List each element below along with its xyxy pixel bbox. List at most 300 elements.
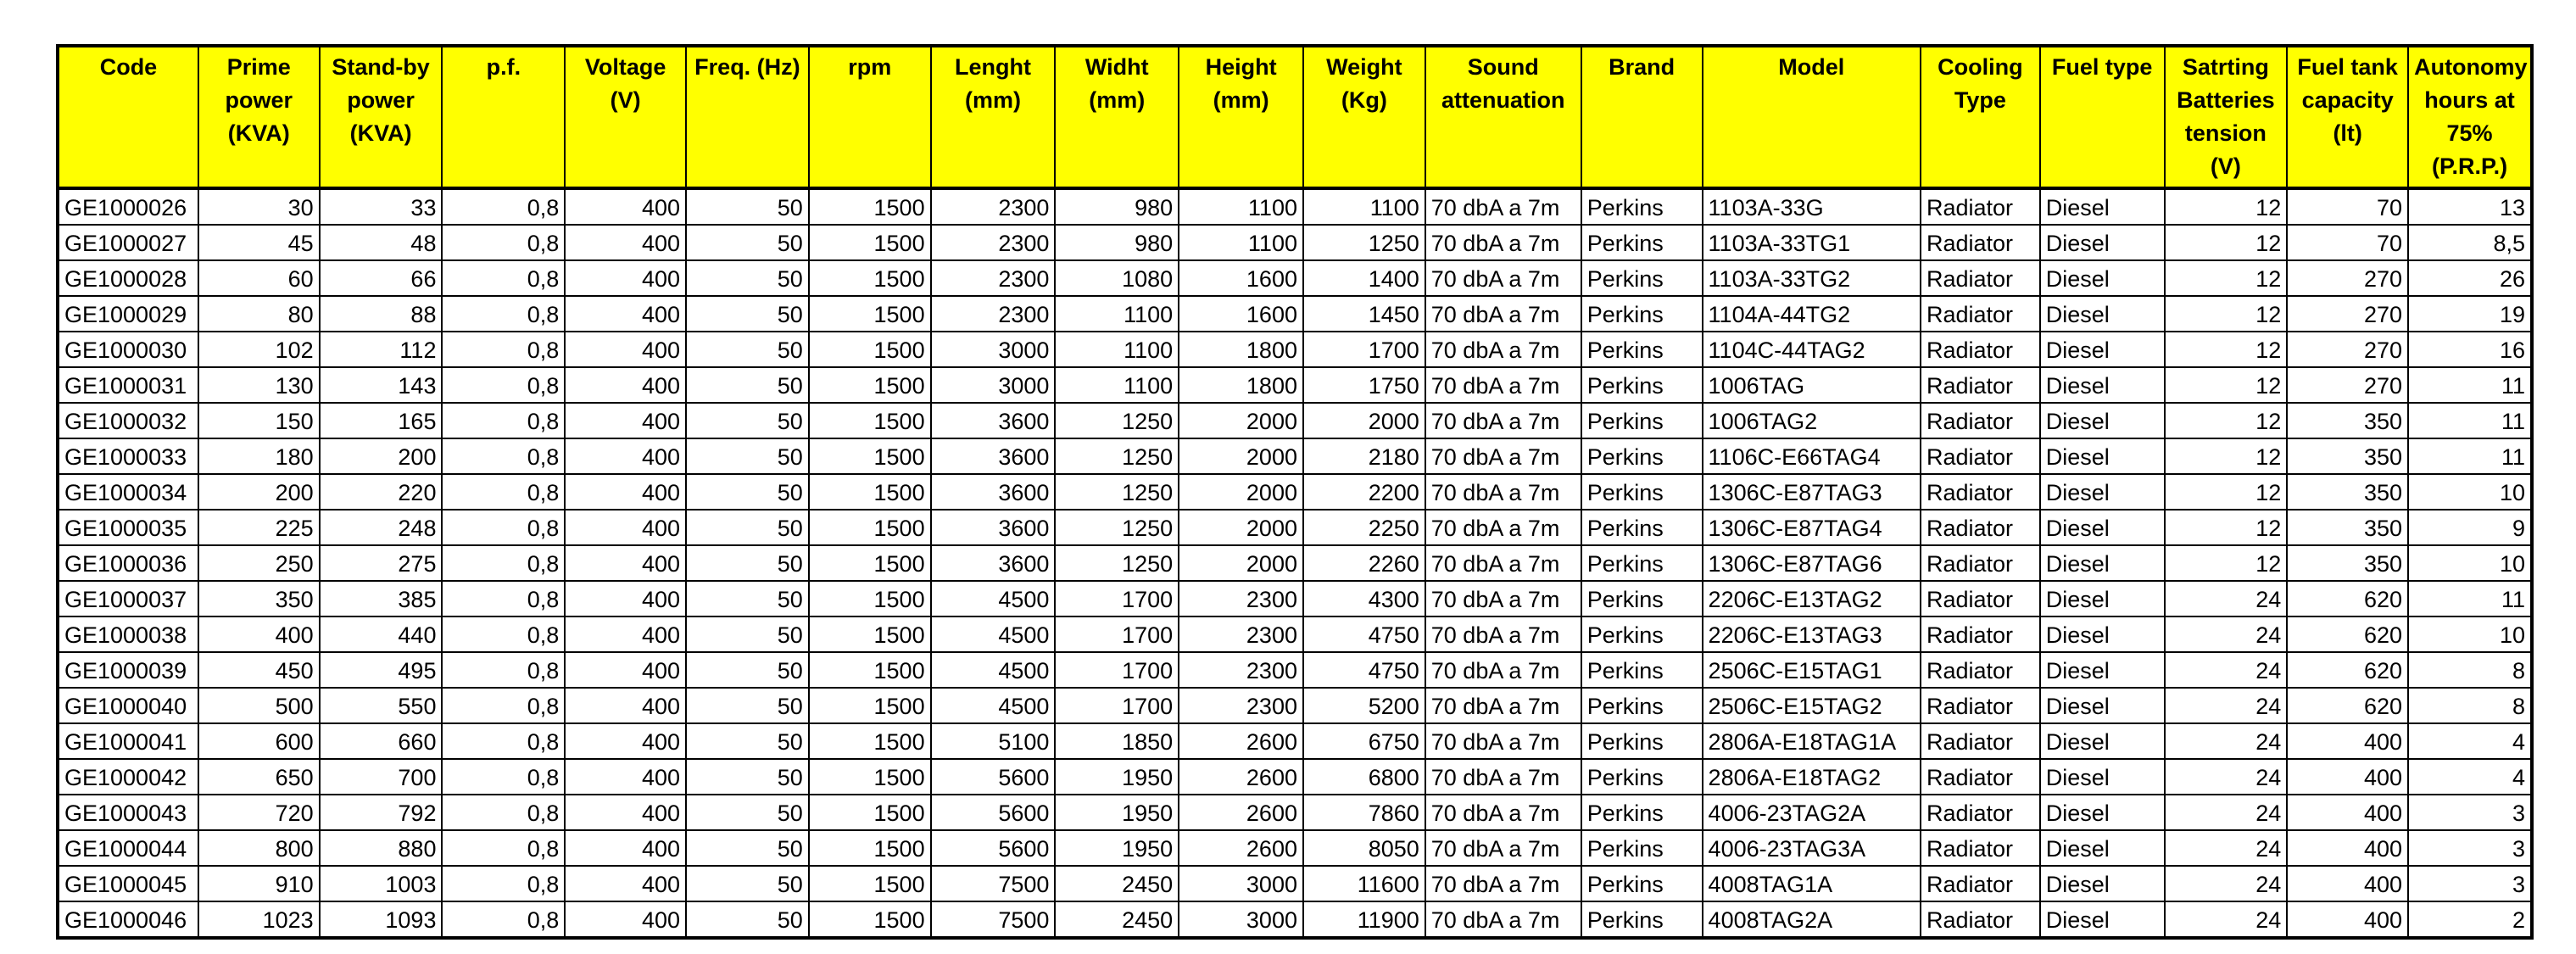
cell-model: 2506C-E15TAG2 [1703, 688, 1921, 723]
cell-rpm: 1500 [809, 332, 931, 367]
cell-standby: 200 [320, 438, 443, 474]
cell-cooling: Radiator [1921, 688, 2040, 723]
cell-brand: Perkins [1581, 188, 1703, 225]
cell-rpm: 1500 [809, 866, 931, 901]
cell-rpm: 1500 [809, 901, 931, 938]
cell-sound: 70 dbA a 7m [1425, 759, 1581, 795]
table-row [58, 652, 2532, 688]
cell-voltage: 400 [565, 225, 686, 260]
cell-standby: 880 [320, 830, 443, 866]
cell-autonomy: 4 [2408, 723, 2532, 759]
cell-rpm: 1500 [809, 723, 931, 759]
table-row [58, 403, 2532, 438]
cell-sound: 70 dbA a 7m [1425, 188, 1581, 225]
cell-rpm: 1500 [809, 188, 931, 225]
cell-code: GE1000038 [58, 616, 198, 652]
cell-width: 1700 [1055, 688, 1179, 723]
cell-code: GE1000032 [58, 403, 198, 438]
cell-battery: 24 [2165, 759, 2288, 795]
cell-prime: 130 [198, 367, 320, 403]
cell-sound: 70 dbA a 7m [1425, 510, 1581, 545]
cell-freq: 50 [686, 866, 809, 901]
table-row [58, 759, 2532, 795]
cell-freq: 50 [686, 225, 809, 260]
cell-length: 2300 [931, 225, 1056, 260]
cell-battery: 24 [2165, 652, 2288, 688]
cell-pf: 0,8 [442, 616, 565, 652]
cell-height: 2600 [1179, 759, 1303, 795]
cell-rpm: 1500 [809, 581, 931, 616]
cell-battery: 24 [2165, 830, 2288, 866]
cell-height: 2000 [1179, 438, 1303, 474]
column-header-length: Lenght (mm) [931, 46, 1056, 188]
cell-fuel: Diesel [2040, 545, 2165, 581]
cell-sound: 70 dbA a 7m [1425, 616, 1581, 652]
cell-voltage: 400 [565, 652, 686, 688]
cell-sound: 70 dbA a 7m [1425, 438, 1581, 474]
column-header-sound: Sound attenuation [1425, 46, 1581, 188]
cell-brand: Perkins [1581, 652, 1703, 688]
cell-height: 2000 [1179, 545, 1303, 581]
cell-height: 2600 [1179, 723, 1303, 759]
cell-code: GE1000035 [58, 510, 198, 545]
cell-cooling: Radiator [1921, 901, 2040, 938]
cell-standby: 1003 [320, 866, 443, 901]
cell-brand: Perkins [1581, 474, 1703, 510]
cell-freq: 50 [686, 581, 809, 616]
cell-sound: 70 dbA a 7m [1425, 260, 1581, 296]
column-header-width: Widht (mm) [1055, 46, 1179, 188]
cell-freq: 50 [686, 795, 809, 830]
cell-autonomy: 8 [2408, 688, 2532, 723]
cell-rpm: 1500 [809, 795, 931, 830]
cell-length: 5600 [931, 830, 1056, 866]
cell-pf: 0,8 [442, 795, 565, 830]
cell-weight: 8050 [1303, 830, 1425, 866]
cell-length: 5600 [931, 759, 1056, 795]
cell-rpm: 1500 [809, 759, 931, 795]
cell-brand: Perkins [1581, 866, 1703, 901]
cell-width: 1850 [1055, 723, 1179, 759]
table-row [58, 545, 2532, 581]
cell-pf: 0,8 [442, 296, 565, 332]
column-header-pf: p.f. [442, 46, 565, 188]
cell-length: 2300 [931, 260, 1056, 296]
cell-prime: 80 [198, 296, 320, 332]
cell-autonomy: 3 [2408, 866, 2532, 901]
cell-autonomy: 11 [2408, 367, 2532, 403]
cell-width: 1950 [1055, 795, 1179, 830]
cell-weight: 11900 [1303, 901, 1425, 938]
cell-voltage: 400 [565, 510, 686, 545]
cell-weight: 1400 [1303, 260, 1425, 296]
column-header-prime: Prime power (KVA) [198, 46, 320, 188]
cell-rpm: 1500 [809, 510, 931, 545]
cell-standby: 385 [320, 581, 443, 616]
cell-autonomy: 10 [2408, 474, 2532, 510]
cell-voltage: 400 [565, 866, 686, 901]
cell-fuel: Diesel [2040, 367, 2165, 403]
cell-weight: 4750 [1303, 616, 1425, 652]
cell-autonomy: 3 [2408, 795, 2532, 830]
cell-autonomy: 8 [2408, 652, 2532, 688]
cell-code: GE1000027 [58, 225, 198, 260]
column-header-code: Code [58, 46, 198, 188]
cell-tank: 70 [2287, 188, 2408, 225]
cell-width: 1250 [1055, 403, 1179, 438]
cell-length: 3600 [931, 510, 1056, 545]
table-row [58, 581, 2532, 616]
cell-standby: 660 [320, 723, 443, 759]
cell-brand: Perkins [1581, 296, 1703, 332]
table-row [58, 616, 2532, 652]
cell-brand: Perkins [1581, 438, 1703, 474]
cell-voltage: 400 [565, 438, 686, 474]
cell-fuel: Diesel [2040, 438, 2165, 474]
table-row [58, 296, 2532, 332]
cell-model: 1306C-E87TAG4 [1703, 510, 1921, 545]
cell-width: 980 [1055, 188, 1179, 225]
cell-fuel: Diesel [2040, 296, 2165, 332]
header-row [58, 46, 2532, 188]
cell-standby: 275 [320, 545, 443, 581]
cell-freq: 50 [686, 759, 809, 795]
cell-rpm: 1500 [809, 403, 931, 438]
cell-length: 4500 [931, 652, 1056, 688]
cell-tank: 400 [2287, 830, 2408, 866]
cell-pf: 0,8 [442, 759, 565, 795]
cell-fuel: Diesel [2040, 688, 2165, 723]
cell-voltage: 400 [565, 332, 686, 367]
cell-sound: 70 dbA a 7m [1425, 403, 1581, 438]
cell-length: 5100 [931, 723, 1056, 759]
cell-freq: 50 [686, 723, 809, 759]
cell-prime: 102 [198, 332, 320, 367]
cell-freq: 50 [686, 830, 809, 866]
cell-fuel: Diesel [2040, 901, 2165, 938]
cell-tank: 350 [2287, 545, 2408, 581]
table-row [58, 901, 2532, 938]
cell-code: GE1000028 [58, 260, 198, 296]
cell-prime: 910 [198, 866, 320, 901]
cell-code: GE1000043 [58, 795, 198, 830]
cell-model: 2206C-E13TAG3 [1703, 616, 1921, 652]
cell-freq: 50 [686, 260, 809, 296]
cell-cooling: Radiator [1921, 367, 2040, 403]
cell-brand: Perkins [1581, 332, 1703, 367]
cell-rpm: 1500 [809, 438, 931, 474]
table-row [58, 510, 2532, 545]
cell-cooling: Radiator [1921, 830, 2040, 866]
table-row [58, 260, 2532, 296]
cell-sound: 70 dbA a 7m [1425, 545, 1581, 581]
cell-battery: 12 [2165, 367, 2288, 403]
cell-width: 1950 [1055, 759, 1179, 795]
cell-sound: 70 dbA a 7m [1425, 866, 1581, 901]
cell-height: 2000 [1179, 510, 1303, 545]
cell-cooling: Radiator [1921, 545, 2040, 581]
cell-sound: 70 dbA a 7m [1425, 830, 1581, 866]
cell-code: GE1000036 [58, 545, 198, 581]
cell-prime: 450 [198, 652, 320, 688]
cell-weight: 2250 [1303, 510, 1425, 545]
cell-cooling: Radiator [1921, 723, 2040, 759]
cell-model: 4006-23TAG2A [1703, 795, 1921, 830]
cell-rpm: 1500 [809, 688, 931, 723]
cell-model: 1103A-33TG2 [1703, 260, 1921, 296]
cell-height: 2000 [1179, 474, 1303, 510]
cell-tank: 270 [2287, 332, 2408, 367]
cell-brand: Perkins [1581, 403, 1703, 438]
generator-spec-table [56, 44, 2534, 940]
cell-height: 1800 [1179, 367, 1303, 403]
cell-tank: 70 [2287, 225, 2408, 260]
cell-voltage: 400 [565, 723, 686, 759]
cell-standby: 143 [320, 367, 443, 403]
cell-fuel: Diesel [2040, 795, 2165, 830]
cell-fuel: Diesel [2040, 188, 2165, 225]
cell-pf: 0,8 [442, 403, 565, 438]
cell-cooling: Radiator [1921, 225, 2040, 260]
cell-standby: 165 [320, 403, 443, 438]
cell-pf: 0,8 [442, 367, 565, 403]
cell-weight: 1750 [1303, 367, 1425, 403]
cell-height: 2600 [1179, 830, 1303, 866]
cell-weight: 4750 [1303, 652, 1425, 688]
cell-autonomy: 11 [2408, 403, 2532, 438]
cell-prime: 45 [198, 225, 320, 260]
cell-model: 2206C-E13TAG2 [1703, 581, 1921, 616]
cell-standby: 550 [320, 688, 443, 723]
cell-weight: 1450 [1303, 296, 1425, 332]
cell-height: 2300 [1179, 688, 1303, 723]
cell-standby: 495 [320, 652, 443, 688]
cell-fuel: Diesel [2040, 581, 2165, 616]
table-row [58, 367, 2532, 403]
cell-autonomy: 26 [2408, 260, 2532, 296]
cell-brand: Perkins [1581, 830, 1703, 866]
cell-pf: 0,8 [442, 581, 565, 616]
cell-battery: 12 [2165, 188, 2288, 225]
cell-weight: 1700 [1303, 332, 1425, 367]
cell-weight: 11600 [1303, 866, 1425, 901]
cell-tank: 400 [2287, 759, 2408, 795]
cell-height: 2300 [1179, 652, 1303, 688]
cell-voltage: 400 [565, 759, 686, 795]
cell-code: GE1000030 [58, 332, 198, 367]
cell-model: 1104C-44TAG2 [1703, 332, 1921, 367]
cell-tank: 350 [2287, 510, 2408, 545]
cell-battery: 24 [2165, 901, 2288, 938]
cell-length: 5600 [931, 795, 1056, 830]
cell-pf: 0,8 [442, 830, 565, 866]
cell-brand: Perkins [1581, 510, 1703, 545]
cell-width: 1950 [1055, 830, 1179, 866]
cell-autonomy: 4 [2408, 759, 2532, 795]
cell-freq: 50 [686, 901, 809, 938]
cell-tank: 620 [2287, 581, 2408, 616]
cell-code: GE1000040 [58, 688, 198, 723]
cell-tank: 350 [2287, 438, 2408, 474]
cell-pf: 0,8 [442, 438, 565, 474]
cell-fuel: Diesel [2040, 403, 2165, 438]
cell-battery: 12 [2165, 225, 2288, 260]
cell-rpm: 1500 [809, 545, 931, 581]
cell-freq: 50 [686, 367, 809, 403]
cell-pf: 0,8 [442, 866, 565, 901]
cell-tank: 620 [2287, 688, 2408, 723]
cell-model: 2806A-E18TAG1A [1703, 723, 1921, 759]
table-row [58, 795, 2532, 830]
cell-code: GE1000042 [58, 759, 198, 795]
cell-prime: 650 [198, 759, 320, 795]
cell-sound: 70 dbA a 7m [1425, 225, 1581, 260]
table-row [58, 830, 2532, 866]
cell-battery: 12 [2165, 438, 2288, 474]
cell-code: GE1000046 [58, 901, 198, 938]
cell-standby: 1093 [320, 901, 443, 938]
table-row [58, 438, 2532, 474]
cell-tank: 350 [2287, 403, 2408, 438]
cell-pf: 0,8 [442, 723, 565, 759]
cell-length: 3600 [931, 474, 1056, 510]
cell-model: 1104A-44TG2 [1703, 296, 1921, 332]
column-header-height: Height (mm) [1179, 46, 1303, 188]
cell-model: 2806A-E18TAG2 [1703, 759, 1921, 795]
cell-pf: 0,8 [442, 652, 565, 688]
column-header-fuel: Fuel type [2040, 46, 2165, 188]
cell-brand: Perkins [1581, 367, 1703, 403]
cell-standby: 220 [320, 474, 443, 510]
cell-autonomy: 8,5 [2408, 225, 2532, 260]
cell-standby: 440 [320, 616, 443, 652]
cell-voltage: 400 [565, 260, 686, 296]
cell-height: 3000 [1179, 866, 1303, 901]
cell-cooling: Radiator [1921, 510, 2040, 545]
cell-sound: 70 dbA a 7m [1425, 474, 1581, 510]
cell-code: GE1000041 [58, 723, 198, 759]
cell-freq: 50 [686, 545, 809, 581]
cell-prime: 30 [198, 188, 320, 225]
cell-autonomy: 10 [2408, 616, 2532, 652]
cell-prime: 600 [198, 723, 320, 759]
cell-battery: 12 [2165, 260, 2288, 296]
table-row [58, 866, 2532, 901]
cell-battery: 12 [2165, 474, 2288, 510]
cell-pf: 0,8 [442, 188, 565, 225]
cell-prime: 250 [198, 545, 320, 581]
cell-model: 1306C-E87TAG6 [1703, 545, 1921, 581]
cell-prime: 720 [198, 795, 320, 830]
cell-battery: 24 [2165, 581, 2288, 616]
cell-tank: 400 [2287, 901, 2408, 938]
table-row [58, 474, 2532, 510]
cell-autonomy: 11 [2408, 581, 2532, 616]
cell-brand: Perkins [1581, 225, 1703, 260]
cell-code: GE1000044 [58, 830, 198, 866]
cell-model: 1306C-E87TAG3 [1703, 474, 1921, 510]
cell-fuel: Diesel [2040, 260, 2165, 296]
cell-voltage: 400 [565, 403, 686, 438]
cell-brand: Perkins [1581, 723, 1703, 759]
cell-standby: 33 [320, 188, 443, 225]
cell-battery: 12 [2165, 545, 2288, 581]
cell-prime: 200 [198, 474, 320, 510]
cell-standby: 88 [320, 296, 443, 332]
cell-cooling: Radiator [1921, 616, 2040, 652]
cell-sound: 70 dbA a 7m [1425, 688, 1581, 723]
cell-sound: 70 dbA a 7m [1425, 332, 1581, 367]
cell-weight: 2180 [1303, 438, 1425, 474]
cell-voltage: 400 [565, 545, 686, 581]
cell-prime: 1023 [198, 901, 320, 938]
cell-weight: 2260 [1303, 545, 1425, 581]
column-header-tank: Fuel tank capacity (lt) [2287, 46, 2408, 188]
cell-autonomy: 3 [2408, 830, 2532, 866]
cell-prime: 500 [198, 688, 320, 723]
cell-voltage: 400 [565, 581, 686, 616]
cell-standby: 792 [320, 795, 443, 830]
cell-length: 2300 [931, 188, 1056, 225]
cell-width: 1100 [1055, 367, 1179, 403]
cell-brand: Perkins [1581, 688, 1703, 723]
cell-width: 980 [1055, 225, 1179, 260]
cell-voltage: 400 [565, 830, 686, 866]
cell-pf: 0,8 [442, 474, 565, 510]
cell-height: 3000 [1179, 901, 1303, 938]
cell-cooling: Radiator [1921, 474, 2040, 510]
cell-rpm: 1500 [809, 260, 931, 296]
cell-code: GE1000039 [58, 652, 198, 688]
cell-standby: 48 [320, 225, 443, 260]
cell-freq: 50 [686, 510, 809, 545]
cell-height: 2300 [1179, 616, 1303, 652]
cell-prime: 150 [198, 403, 320, 438]
cell-rpm: 1500 [809, 225, 931, 260]
cell-freq: 50 [686, 474, 809, 510]
cell-fuel: Diesel [2040, 723, 2165, 759]
cell-rpm: 1500 [809, 652, 931, 688]
cell-length: 4500 [931, 616, 1056, 652]
cell-brand: Perkins [1581, 260, 1703, 296]
cell-sound: 70 dbA a 7m [1425, 652, 1581, 688]
cell-weight: 6800 [1303, 759, 1425, 795]
column-header-brand: Brand [1581, 46, 1703, 188]
cell-pf: 0,8 [442, 332, 565, 367]
cell-fuel: Diesel [2040, 866, 2165, 901]
column-header-rpm: rpm [809, 46, 931, 188]
cell-model: 1103A-33TG1 [1703, 225, 1921, 260]
cell-weight: 5200 [1303, 688, 1425, 723]
cell-rpm: 1500 [809, 616, 931, 652]
cell-sound: 70 dbA a 7m [1425, 581, 1581, 616]
cell-width: 1100 [1055, 332, 1179, 367]
cell-code: GE1000033 [58, 438, 198, 474]
cell-freq: 50 [686, 652, 809, 688]
cell-voltage: 400 [565, 795, 686, 830]
cell-sound: 70 dbA a 7m [1425, 723, 1581, 759]
cell-code: GE1000031 [58, 367, 198, 403]
cell-voltage: 400 [565, 296, 686, 332]
cell-length: 3600 [931, 545, 1056, 581]
cell-length: 4500 [931, 688, 1056, 723]
cell-prime: 350 [198, 581, 320, 616]
cell-battery: 24 [2165, 723, 2288, 759]
cell-model: 4008TAG2A [1703, 901, 1921, 938]
cell-tank: 620 [2287, 616, 2408, 652]
cell-length: 7500 [931, 866, 1056, 901]
cell-length: 7500 [931, 901, 1056, 938]
